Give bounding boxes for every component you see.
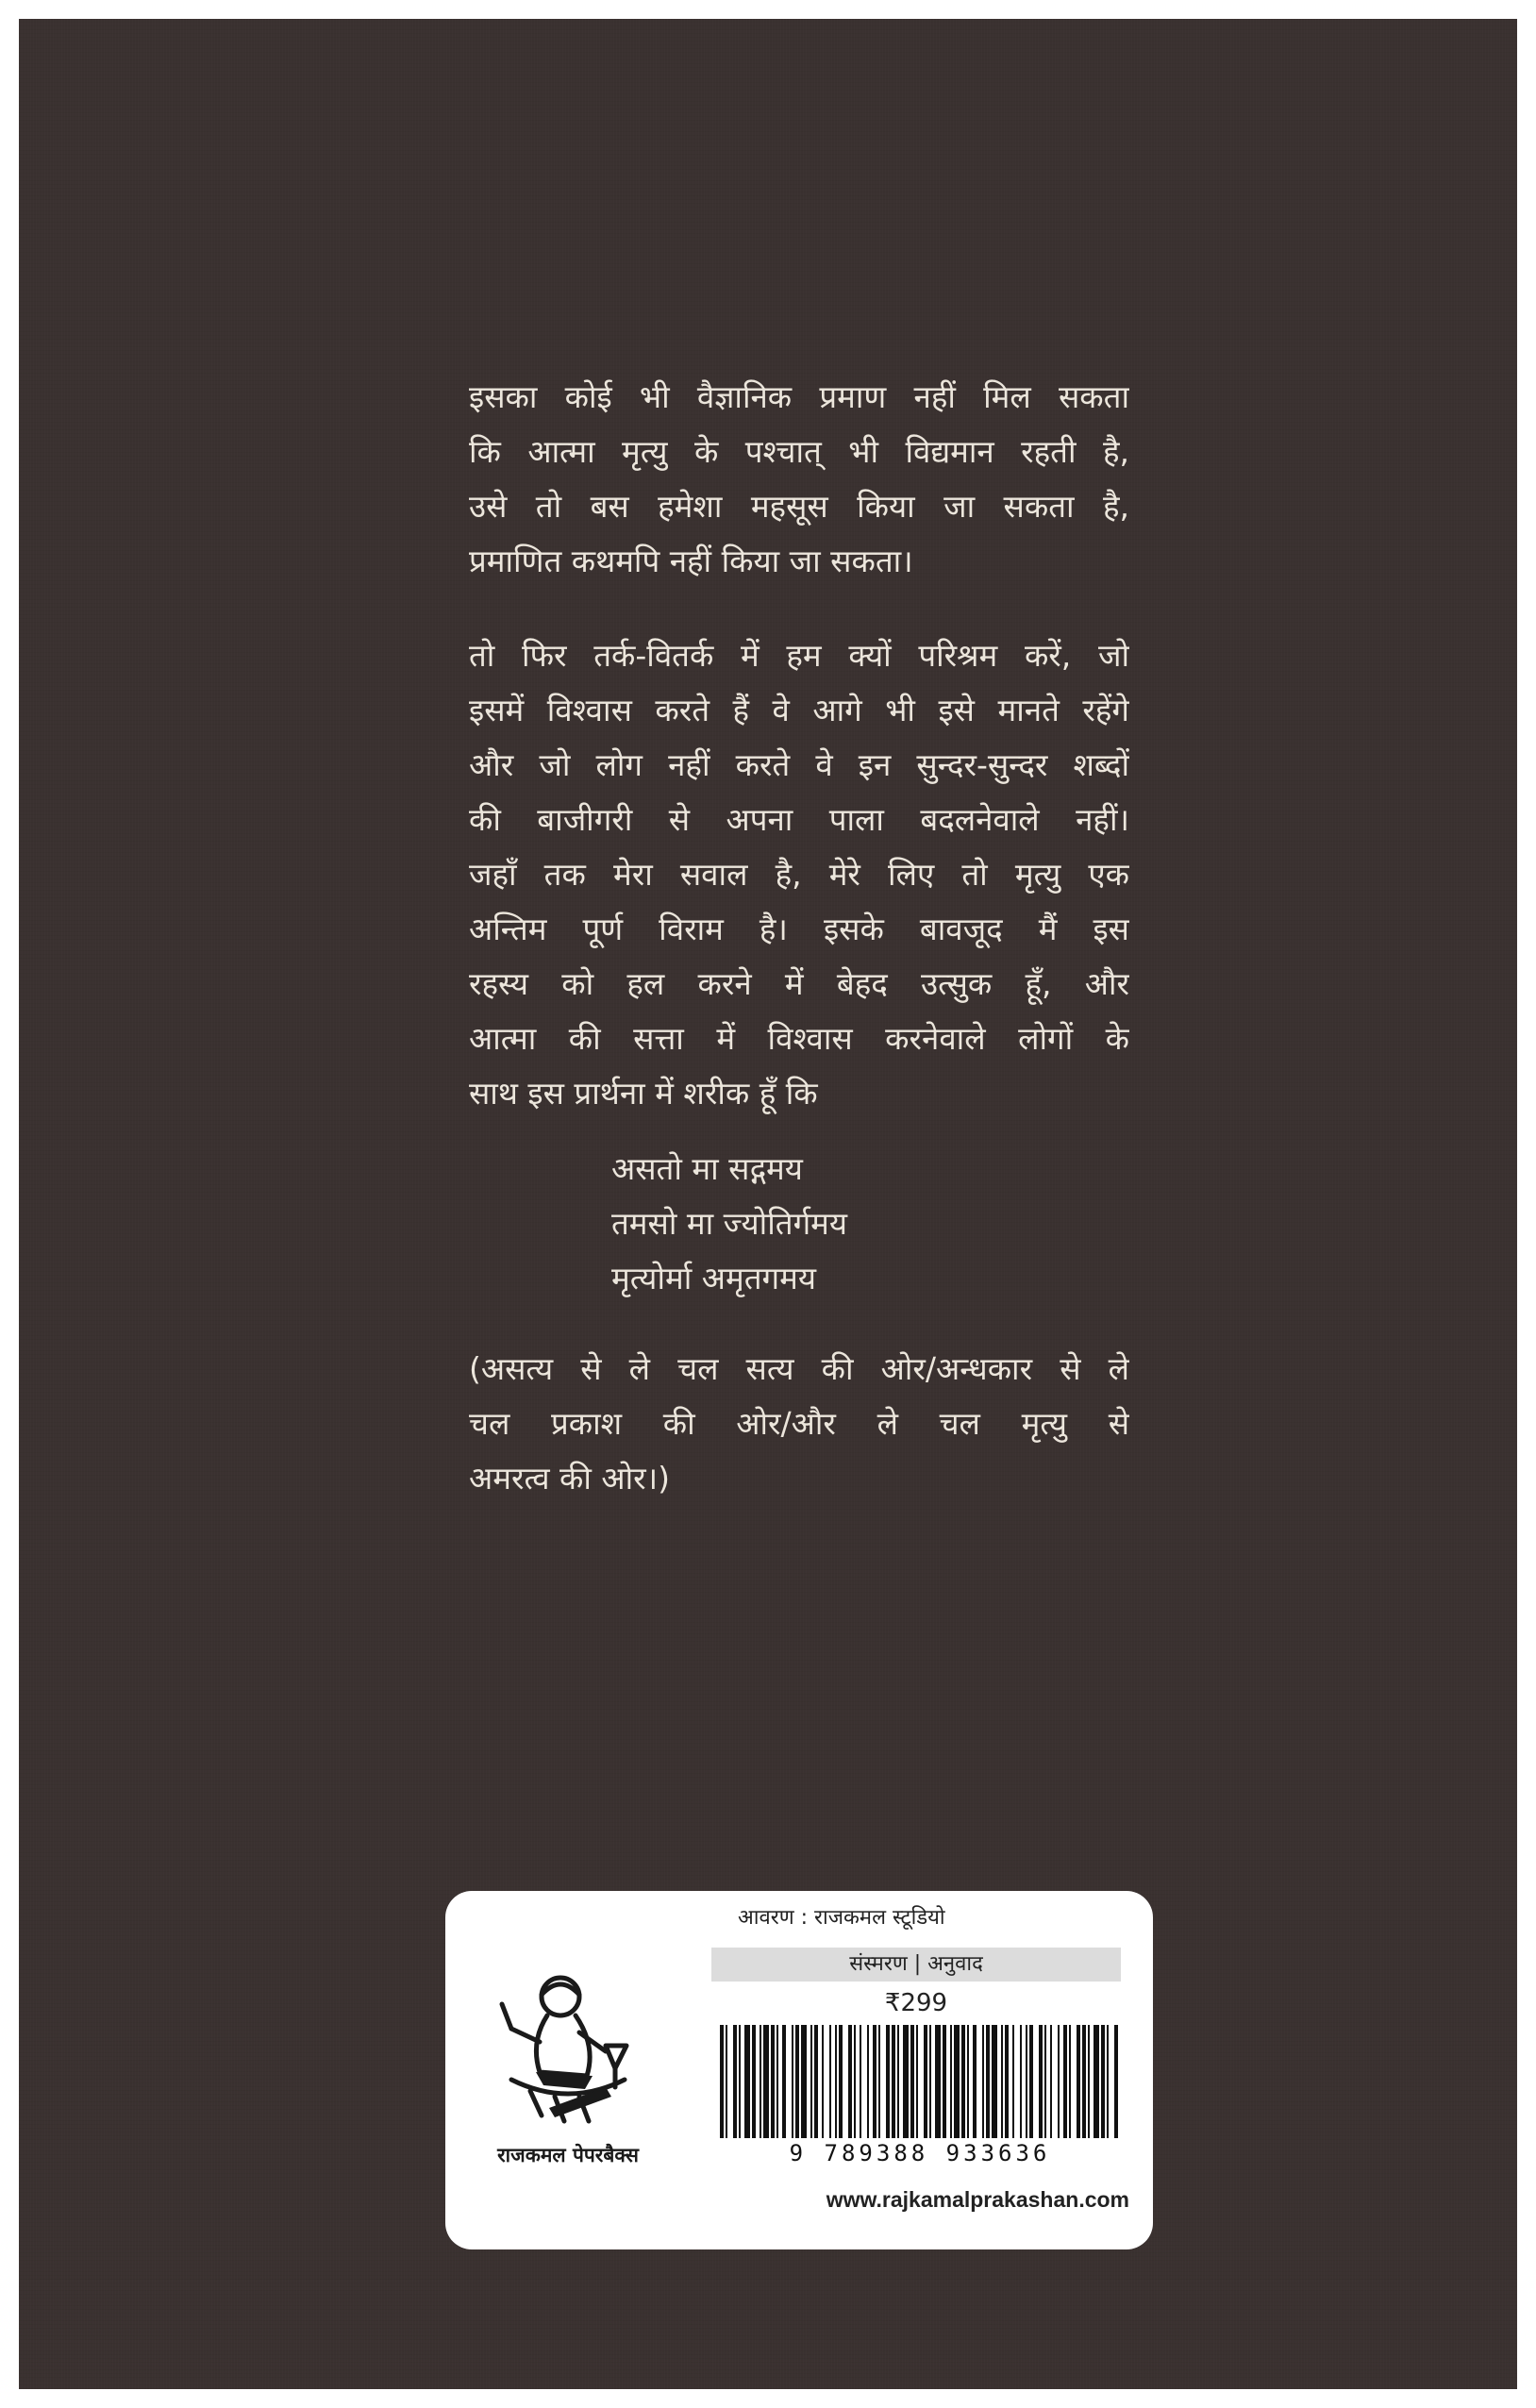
barcode-bar — [752, 2025, 756, 2138]
verse-translation — [469, 1342, 1129, 1506]
barcode-bar — [1094, 2025, 1099, 2138]
barcode-bar — [733, 2025, 737, 2138]
barcode-bar — [903, 2025, 909, 2138]
text-line: उसे तो बस हमेशा महसूस किया जा सकता है, — [469, 488, 1129, 525]
text-line: तो फिर तर्क-वितर्क में हम क्यों परिश्रम करें, जो — [469, 637, 1129, 674]
publisher-logo-caption: राजकमल पेपरबैक्स — [497, 2144, 639, 2166]
barcode-bar — [1029, 2025, 1033, 2138]
barcode-bar — [1077, 2025, 1080, 2138]
barcode-bar — [1050, 2025, 1052, 2138]
barcode-bar — [848, 2025, 852, 2138]
barcode-bar — [873, 2025, 877, 2138]
text-line: इसमें विश्वास करते हैं वे आगे भी इसे मानते रहेंगे — [469, 692, 1129, 728]
barcode-bar — [924, 2025, 927, 2138]
barcode-bar — [867, 2025, 869, 2138]
barcode-bar — [992, 2025, 997, 2138]
barcode-bar — [782, 2025, 786, 2138]
barcode-bar — [854, 2025, 856, 2138]
barcode-bar — [771, 2025, 775, 2138]
barcode-bar — [839, 2025, 843, 2138]
barcode-bar — [897, 2025, 899, 2138]
text-line: चल प्रकाश की ओर/और ले चल मृत्यु से — [469, 1405, 1129, 1442]
price-sticker — [445, 1891, 1153, 2249]
genre-label: संस्मरण | अनुवाद — [711, 1948, 1121, 1982]
text-line: कि आत्मा मृत्यु के पश्चात् भी विद्यमान रहती है, — [469, 433, 1129, 470]
barcode-bar — [1044, 2025, 1046, 2138]
barcode-bar — [954, 2025, 960, 2138]
barcode-bar — [935, 2025, 941, 2138]
barcode-bar — [720, 2025, 724, 2138]
barcode-bar — [929, 2025, 931, 2138]
barcode-bar — [1114, 2025, 1118, 2138]
verse-line: मृत्योर्मा अमृतगमय — [611, 1260, 816, 1296]
scribe-figure-icon — [474, 1966, 662, 2136]
barcode-bar — [1001, 2025, 1003, 2138]
barcode-bar — [1026, 2025, 1027, 2138]
barcode-bar — [792, 2025, 793, 2138]
price-label: ₹299 — [884, 1989, 948, 2017]
barcode-bar — [822, 2025, 824, 2138]
barcode-bar — [744, 2025, 750, 2138]
barcode-bar — [943, 2025, 946, 2138]
barcode-bar — [763, 2025, 769, 2138]
text-line: की बाजीगरी से अपना पाला बदलनेवाले नहीं। — [469, 801, 1129, 838]
text-line: और जो लोग नहीं करते वे इन सुन्दर-सुन्दर शब्दों — [469, 746, 1129, 783]
text-line: (असत्य से ले चल सत्य की ओर/अन्धकार से ले — [469, 1350, 1129, 1387]
text-line: प्रमाणित कथमपि नहीं किया जा सकता। — [469, 543, 913, 579]
barcode-bar — [1058, 2025, 1060, 2138]
barcode-bar — [986, 2025, 990, 2138]
barcode-bar — [886, 2025, 890, 2138]
barcode-bar — [801, 2025, 807, 2138]
barcode-bar — [878, 2025, 880, 2138]
barcode-bar — [961, 2025, 965, 2138]
barcode-bar — [739, 2025, 741, 2138]
barcode-bar — [967, 2025, 969, 2138]
publisher-logo — [474, 1966, 662, 2183]
barcode-bar — [726, 2025, 727, 2138]
barcode-bar — [982, 2025, 984, 2138]
barcode-bar — [860, 2025, 861, 2138]
text-line: जहाँ तक मेरा सवाल है, मेरे लिए तो मृत्यु एक — [469, 856, 1129, 893]
barcode-bar — [1107, 2025, 1109, 2138]
isbn-barcode — [716, 2025, 1124, 2138]
barcode-bar — [1088, 2025, 1090, 2138]
text-line: साथ इस प्रार्थना में शरीक हूँ कि — [469, 1075, 818, 1112]
isbn-number: 9 789388 933636 — [789, 2140, 1051, 2166]
text-line: रहस्य को हल करने में बेहद उत्सुक हूँ, और — [469, 965, 1129, 1002]
barcode-bar — [814, 2025, 818, 2138]
barcode-bar — [973, 2025, 977, 2138]
barcode-bar — [776, 2025, 778, 2138]
text-line: अन्तिम पूर्ण विराम है। इसके बावजूद मैं इस — [469, 911, 1129, 947]
verse-line: तमसो मा ज्योतिर्गमय — [611, 1205, 848, 1242]
sanskrit-verse — [469, 1142, 1129, 1306]
barcode-bar — [1020, 2025, 1022, 2138]
barcode-bar — [910, 2025, 914, 2138]
barcode-bar — [1012, 2025, 1014, 2138]
paragraph-1 — [469, 370, 1129, 589]
barcode-bar — [916, 2025, 918, 2138]
barcode-bar — [1039, 2025, 1043, 2138]
barcode-bar — [950, 2025, 952, 2138]
text-line: आत्मा की सत्ता में विश्वास करनेवाले लोगों के — [469, 1020, 1129, 1057]
cover-credit: आवरण : राजकमल स्टूडियो — [738, 1906, 945, 1930]
barcode-bar — [1101, 2025, 1105, 2138]
barcode-bar — [1069, 2025, 1071, 2138]
barcode-bar — [795, 2025, 799, 2138]
barcode-bar — [1063, 2025, 1067, 2138]
barcode-bar — [829, 2025, 831, 2138]
verse-line: असतो मा सद्गमय — [611, 1150, 803, 1187]
barcode-bar — [810, 2025, 812, 2138]
text-line: अमरत्व की ओर।) — [469, 1460, 671, 1497]
publisher-website: www.rajkamalprakashan.com — [826, 2187, 1129, 2212]
barcode-bar — [760, 2025, 761, 2138]
barcode-bar — [1005, 2025, 1009, 2138]
barcode-bar — [835, 2025, 837, 2138]
barcode-bar — [1082, 2025, 1086, 2138]
book-back-cover — [19, 19, 1517, 2389]
paragraph-2 — [469, 628, 1129, 1121]
barcode-bar — [892, 2025, 895, 2138]
blurb-text — [469, 370, 1129, 1506]
text-line: इसका कोई भी वैज्ञानिक प्रमाण नहीं मिल सकता — [469, 378, 1129, 415]
